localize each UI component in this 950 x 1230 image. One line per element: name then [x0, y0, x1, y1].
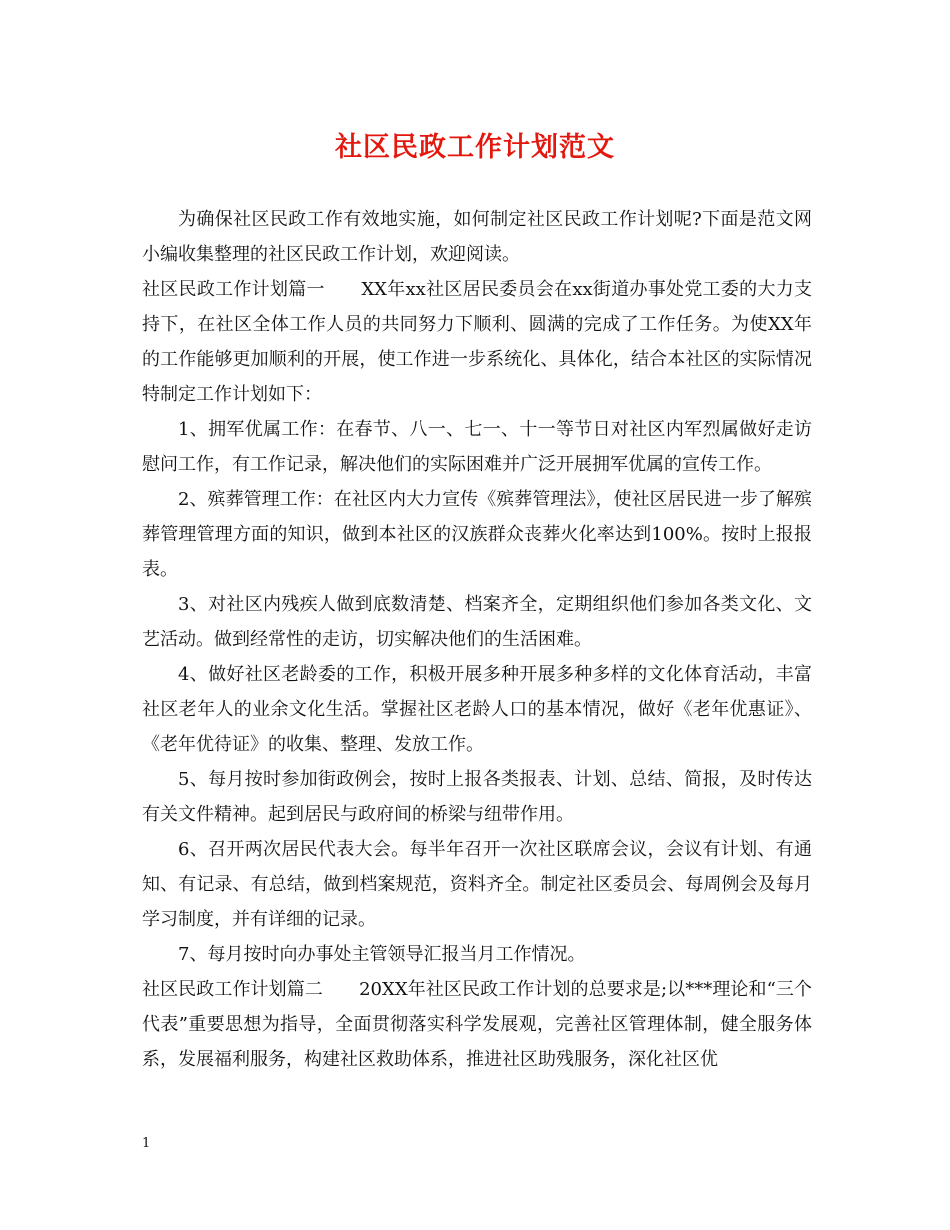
- paragraph-item-7: 7、每月按时向办事处主管领导汇报当月工作情况。: [178, 944, 586, 965]
- paragraph-item-1: 1、拥军优属工作：在春节、八一、七一、十一等节日对社区内军烈属做好走访慰问工作，有工作记录，解决他们的实际困难并广泛开展拥军优属的宣传工作。: [142, 419, 812, 475]
- paragraph-item-3: 3、对社区内残疾人做到底数清楚、档案齐全，定期组织他们参加各类文化、文艺活动。做到经常性的走访，切实解决他们的生活困难。: [142, 594, 812, 650]
- document-body: [142, 202, 812, 1077]
- paragraph-section-one: 社区民政工作计划篇一 XX年xx社区居民委员会在xx街道办事处党工委的大力支持下，在社区全体工作人员的共同努力下顺利、圆满的完成了工作任务。为使XX年的工作能够更加顺利的开展，使工作进一步系统化、具体化，结合本社区的实际情况特制定工作计划如下：: [142, 279, 812, 405]
- page-number: 1: [142, 1136, 151, 1151]
- paragraph-section-two: 社区民政工作计划篇二 20XX年社区民政工作计划的总要求是;以***理论和“三个代表”重要思想为指导，全面贯彻落实科学发展观，完善社区管理体制，健全服务体系，发展福利服务，构建社区救助体系，推进社区助残服务，深化社区优: [142, 979, 812, 1070]
- paragraph-item-5: 5、每月按时参加街政例会，按时上报各类报表、计划、总结、简报，及时传达有关文件精神。起到居民与政府间的桥梁与纽带作用。: [142, 769, 812, 825]
- paragraph-item-4: 4、做好社区老龄委的工作，积极开展多种开展多种多样的文化体育活动，丰富社区老年人的业余文化生活。掌握社区老龄人口的基本情况，做好《老年优惠证》、《老年优待证》的收集、整理、发放工作。: [142, 664, 812, 755]
- paragraph-item-2: 2、殡葬管理工作：在社区内大力宣传《殡葬管理法》，使社区居民进一步了解殡葬管理管理方面的知识，做到本社区的汉族群众丧葬火化率达到100%。按时上报报表。: [142, 489, 812, 580]
- paragraph-intro: 为确保社区民政工作有效地实施，如何制定社区民政工作计划呢?下面是范文网小编收集整理的社区民政工作计划，欢迎阅读。: [142, 209, 812, 265]
- document-title: 社区民政工作计划范文: [335, 132, 615, 163]
- paragraph-item-6: 6、召开两次居民代表大会。每半年召开一次社区联席会议，会议有计划、有通知、有记录、有总结，做到档案规范，资料齐全。制定社区委员会、每周例会及每月学习制度，并有详细的记录。: [142, 839, 812, 930]
